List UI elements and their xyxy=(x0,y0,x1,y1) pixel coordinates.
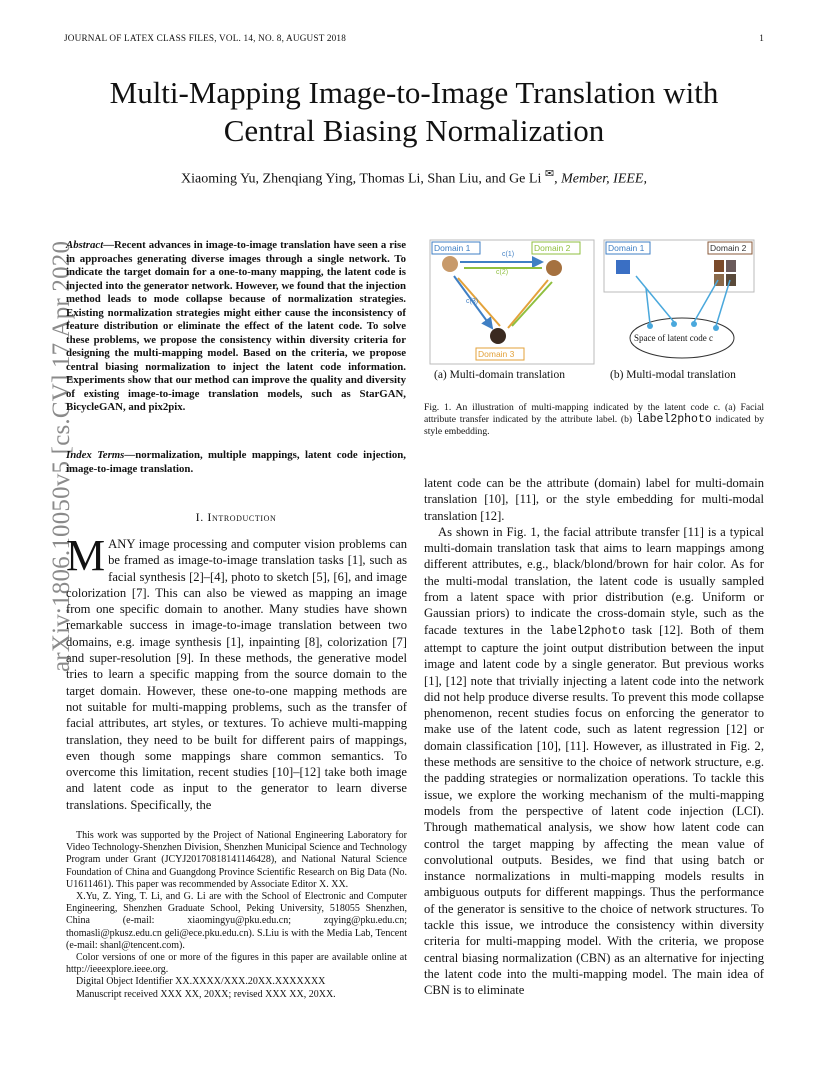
arrow-orange-2 xyxy=(508,280,548,328)
panel-a-domain2-label: Domain 2 xyxy=(534,243,571,253)
panel-a-domain1-label: Domain 1 xyxy=(434,243,471,253)
c2-label: c(2) xyxy=(496,269,509,276)
section-number: I. xyxy=(195,510,204,524)
intro-paragraph-1: ANY image processing and computer vision problems can be framed as image-to-image translation tasks [1], such as facial synthesis [2]–[4], photo to sketch [5], [6], and image colorization [7]. This can also be viewed as mapping an image from one specific domain to another. Many studies have shown remarkable success in image-to-image translation between two domains, e.g. image synthesis [1], inpainting [8], colorization [7] and super-resolution [9]. In these methods, the generative model tries to learn a specific mapping from the source domain to the target domain. However, these one-to-one mapping methods are not suitable for multi-mapping problems, such as the transfer of facial attributes, art styles, or textures. To achieve multi-mapping translation, they need to be built for different pairs of mappings, even though some mappings share common semantics. To overcome this limitation, recent studies [10]–[12] take both image and latent code as input to the generator to learn diverse translations. Specifically, the xyxy=(66,537,407,812)
latent-arrow xyxy=(646,288,650,324)
facade-photo-icon xyxy=(714,260,724,272)
index-terms-lead: Index Terms xyxy=(66,449,125,461)
abstract-lead: Abstract xyxy=(66,239,104,251)
arrow-orange xyxy=(458,278,500,326)
caption-code: label2photo xyxy=(635,413,712,426)
index-terms-text: —normalization, multiple mappings, latent code injection, image-to-image translation. xyxy=(66,449,406,475)
running-header xyxy=(64,33,764,43)
panel-b-domain1-label: Domain 1 xyxy=(608,243,645,253)
c3-label: c(3) xyxy=(466,298,479,305)
panel-b-domain2-label: Domain 2 xyxy=(710,243,747,253)
abstract xyxy=(66,239,406,415)
paper-title xyxy=(60,74,768,150)
face-1-icon xyxy=(442,256,458,272)
face-2-icon xyxy=(546,260,562,276)
arxiv-stamp-text: arXiv:1806.10050v5 [cs.CV] 17 Apr 2020 xyxy=(48,240,75,672)
member-label: Member, IEEE, xyxy=(561,171,647,187)
p2-part-b: task [12]. Both of them attempt to capture the joint output distribution between the input image and latent code by a single generator. But previous works [1], [12] note that trivially injecting a latent code into the network did not help produce diverse results. To prevent this mode collapse phenomenon, recent studies focus on enforcing the generator to make use of the latent code, such as latent regression [12] or domain classification [10], [11]. However, as illustrated in Fig. 2, these methods are sensitive to the choice of network structure, e.g. the padding strategies or normalization operations. To tackle this issue, we explore the working mechanism of the multi-mapping models from the perspective of latent code injection (LCI). Through mathematical analysis, we show how latent code can control the target mapping by affecting the mean value of convolutional outputs. Besides, we find that using batch or instance normalizations in multi-mapping models results in ambiguous outputs for different mappings. Thus the performance of the generator is sensitive to the choice of network structures. To tackle this issue, we introduce the consistency within diversity criteria for multi-mapping model. With the criteria, we propose central biasing normalization (CBN) as an alternative for injecting the latent code into the multi-mapping model. The main idea of CBN is to eliminate xyxy=(424,622,764,998)
latent-arrow xyxy=(716,280,730,326)
footnote-doi: Digital Object Identifier XX.XXXX/XXX.20XX.XXXXXXX xyxy=(76,976,326,988)
intro-right-column xyxy=(424,475,764,999)
footnotes xyxy=(66,830,407,1001)
envelope-icon: ✉ xyxy=(544,168,555,180)
p2-part-a: As shown in Fig. 1, the facial attribute transfer [11] is a typical multi-domain translation task that aims to learn mappings among different attributes, e.g., black/blond/brown for hair color. As for the multi-modal translation, the latent code is usually sampled from a latent space with prior distribution (e.g. Uniform or Gaussian priors) to indicate the cross-domain style, such as the facade textures in the xyxy=(424,524,764,637)
p2-code: label2photo xyxy=(549,624,626,638)
caption-text: Fig. 1. An illustration of multi-mapping indicated by the latent code c. (a) Facial attribute transfer indicated by the attribute label. (b) xyxy=(424,402,764,425)
facade-photo-icon xyxy=(726,274,736,286)
journal-header: JOURNAL OF LATEX CLASS FILES, VOL. 14, NO. 8, AUGUST 2018 xyxy=(64,33,347,43)
panel-b-caption: (b) Multi-modal translation xyxy=(610,369,736,381)
figure-1-caption xyxy=(424,402,764,438)
intro-right-paragraph-2 xyxy=(424,524,764,999)
footnote-received: Manuscript received XXX XX, 20XX; revised XXX XX, 20XX. xyxy=(76,988,336,1000)
footnote-affiliation: X.Yu, Z. Ying, T. Li, and G. Li are with the School of Electronic and Computer Engineering, Shenzhen Graduate School, Peking University, 518055 Shenzhen, China (e-mail: xiaomingyu@pku.edu.cn; zqying@pku.edu.cn; thomasli@pkusz.edu.cn geli@ece.pku.edu.cn). S.Liu is with the Media Lab, Tencent (e-mail: shanl@tencent.com). xyxy=(66,891,407,951)
title-line-1: Multi-Mapping Image-to-Image Translation with xyxy=(109,75,719,110)
caption-tail: indicated by style embedding. xyxy=(424,414,764,437)
panel-a-caption: (a) Multi-domain translation xyxy=(434,369,565,381)
section-heading xyxy=(66,510,406,525)
panel-a-domain3-label: Domain 3 xyxy=(478,349,515,359)
arrow-green xyxy=(512,282,552,326)
author-names: Xiaoming Yu, Zhenqiang Ying, Thomas Li, Shan Liu, and Ge Li xyxy=(181,171,545,187)
latent-space-label: Space of latent code c xyxy=(634,333,713,343)
arxiv-stamp xyxy=(22,240,75,672)
footnote-color: Color versions of one or more of the figures in this paper are available online at http://ieeexplore.ieee.org. xyxy=(66,952,407,976)
abstract-text: —Recent advances in image-to-image translation have seen a rise in approaches generating diverse images through a single network. To indicate the target domain for a one-to-many mapping, the latent code is injected into the generator network. However, we found that the injection method leads to mode collapse because of normalization strategies. Existing normalization strategies might either cause the inconsistency of feature distribution or eliminate the effect of the latent code. To solve these problems, we propose the consistency within diversity criteria for designing the multi-mapping model. Based on the criteria, we propose central biasing normalization to inject the latent code information. Experiments show that our method can improve the quality and diversity of existing image-to-image translation models, such as StarGAN, BicycleGAN, and pix2pix. xyxy=(66,239,406,413)
section-title: Introduction xyxy=(207,510,277,524)
intro-right-paragraph-1: latent code can be the attribute (domain) label for multi-domain translation [10], [11], or the style embedding for multi-modal translation [12]. xyxy=(424,476,764,523)
title-line-2: Central Biasing Normalization xyxy=(223,113,605,148)
figure-1 xyxy=(424,236,768,396)
intro-left-column xyxy=(66,531,407,813)
facade-label-icon xyxy=(616,260,630,274)
footnote-funding: This work was supported by the Project of National Engineering Laboratory for Video Technology-Shenzhen Division, Shenzhen Municipal Science and Technology Program under Grant (JCYJ20170818141146428), and National Natural Science Foundation of China and Guangdong Province Scientific Research on Big Data (No. U1611461). This paper was recommended by Associate Editor X. XX. xyxy=(66,830,407,890)
facade-photo-icon xyxy=(726,260,736,272)
index-terms xyxy=(66,449,406,476)
latent-arrow xyxy=(694,280,718,322)
latent-arrow xyxy=(636,276,674,322)
drop-cap: M xyxy=(66,531,106,580)
face-3-icon xyxy=(490,328,506,344)
c1-label: c(1) xyxy=(502,251,515,258)
page-number: 1 xyxy=(759,33,764,43)
author-list: Xiaoming Yu, Zhenqiang Ying, Thomas Li, Shan Liu, and Ge Li ✉, Member, IEEE, xyxy=(181,168,647,187)
